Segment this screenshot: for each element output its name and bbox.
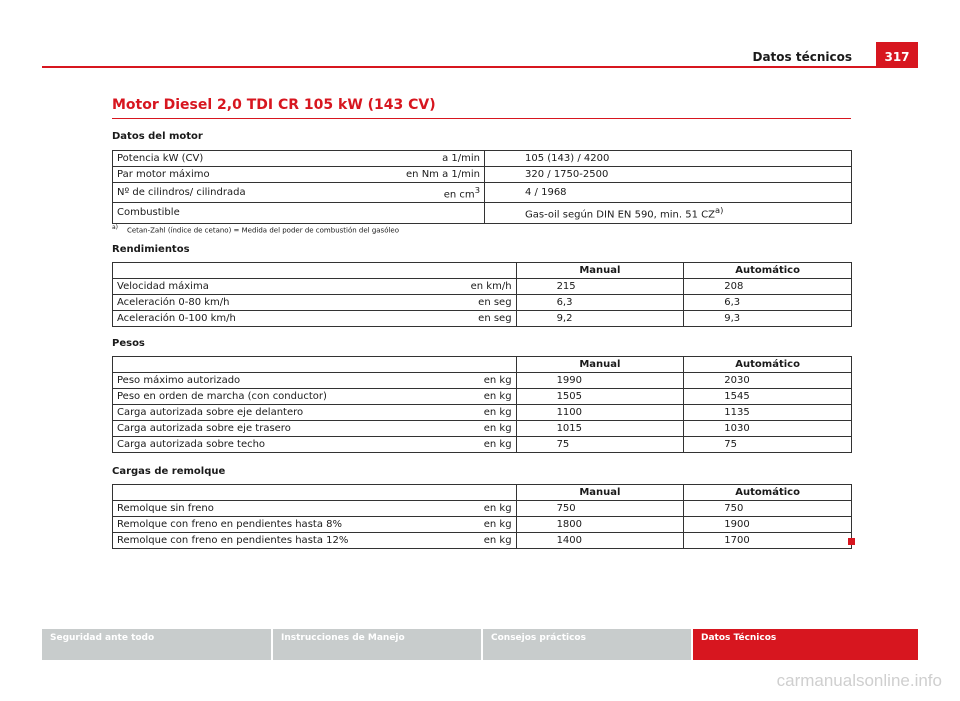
table-row: [113, 501, 852, 517]
page-header-title: Datos técnicos: [752, 50, 852, 64]
row-label: Peso máximo autorizado: [113, 373, 399, 389]
table-row: [113, 533, 852, 549]
manual-value: 1990: [516, 373, 684, 389]
row-label: Carga autorizada sobre techo: [113, 437, 399, 453]
row-unit: en kg: [398, 501, 516, 517]
manual-value: 9,2: [516, 311, 684, 327]
table-row: [113, 421, 852, 437]
footer-tab-seguridad[interactable]: Seguridad ante todo: [42, 629, 271, 660]
row-unit-cell: [376, 183, 485, 203]
weights-heading: Pesos: [112, 338, 145, 349]
row-label: Nº de cilindros/ cilindrada: [113, 183, 377, 203]
row-unit: en kg: [398, 373, 516, 389]
row-label: Carga autorizada sobre eje trasero: [113, 421, 399, 437]
automatic-value: 6,3: [684, 295, 852, 311]
table-header-row: [113, 263, 852, 279]
automatic-value: 1030: [684, 421, 852, 437]
footer-nav: [42, 629, 918, 660]
automatic-value: 75: [684, 437, 852, 453]
manual-value: 1015: [516, 421, 684, 437]
column-header-manual: Manual: [516, 485, 684, 501]
row-label: Remolque con freno en pendientes hasta 8%: [113, 517, 399, 533]
trailer-table: [112, 484, 852, 549]
row-label: Remolque con freno en pendientes hasta 12%: [113, 533, 399, 549]
automatic-value: 208: [684, 279, 852, 295]
unit-superscript: 3: [474, 185, 480, 195]
header-blank-cell: [113, 357, 517, 373]
performance-heading: Rendimientos: [112, 244, 190, 255]
table-row: [113, 405, 852, 421]
row-label: Aceleración 0-80 km/h: [113, 295, 399, 311]
manual-value: 1100: [516, 405, 684, 421]
row-unit: a 1/min: [376, 151, 485, 167]
footnote-mark: a): [112, 224, 119, 231]
footer-tab-datos-tecnicos[interactable]: Datos Técnicos: [693, 629, 918, 660]
row-label: Peso en orden de marcha (con conductor): [113, 389, 399, 405]
manual-value: 75: [516, 437, 684, 453]
table-row: [113, 151, 852, 167]
column-header-automatic: Automático: [684, 357, 852, 373]
automatic-value: 750: [684, 501, 852, 517]
performance-table: [112, 262, 852, 327]
row-unit: en kg: [398, 389, 516, 405]
row-value: 105 (143) / 4200: [485, 151, 852, 167]
row-label: Velocidad máxima: [113, 279, 399, 295]
row-value: Gas-oil según DIN EN 590, min. 51 CZ: [525, 209, 715, 221]
row-label: Remolque sin freno: [113, 501, 399, 517]
row-value-cell: [485, 203, 852, 223]
footer-tab-consejos[interactable]: Consejos prácticos: [483, 629, 691, 660]
weights-table: [112, 356, 852, 453]
row-unit: en kg: [398, 437, 516, 453]
column-header-manual: Manual: [516, 263, 684, 279]
header-blank-cell: [113, 263, 517, 279]
automatic-value: 1700: [684, 533, 852, 549]
footnote-text: Cetan-Zahl (índice de cetano) = Medida del poder de combustión del gasóleo: [126, 226, 400, 235]
manual-value: 215: [516, 279, 684, 295]
automatic-value: 1135: [684, 405, 852, 421]
row-unit: en kg: [398, 421, 516, 437]
section-divider: [112, 118, 851, 119]
row-unit: en kg: [398, 533, 516, 549]
row-unit: en kg: [398, 517, 516, 533]
footer-tab-instrucciones[interactable]: Instrucciones de Manejo: [273, 629, 481, 660]
table-row: [113, 389, 852, 405]
engine-heading: Datos del motor: [112, 131, 203, 142]
row-unit: en Nm a 1/min: [376, 167, 485, 183]
automatic-value: 1545: [684, 389, 852, 405]
footnote: [112, 224, 399, 234]
row-value: 4 / 1968: [485, 183, 852, 203]
row-label: Aceleración 0-100 km/h: [113, 311, 399, 327]
row-unit: en seg: [398, 311, 516, 327]
table-row: [113, 373, 852, 389]
manual-value: 1400: [516, 533, 684, 549]
row-unit: en kg: [398, 405, 516, 421]
table-row: [113, 203, 852, 223]
trailer-heading: Cargas de remolque: [112, 466, 226, 477]
table-row: [113, 167, 852, 183]
row-label: Combustible: [113, 203, 377, 223]
manual-value: 1800: [516, 517, 684, 533]
manual-value: 6,3: [516, 295, 684, 311]
watermark: carmanualsonline.info: [776, 671, 942, 690]
page-number: 317: [876, 42, 918, 68]
row-label: Carga autorizada sobre eje delantero: [113, 405, 399, 421]
table-row: [113, 295, 852, 311]
row-label: Par motor máximo: [113, 167, 377, 183]
automatic-value: 1900: [684, 517, 852, 533]
row-unit: en km/h: [398, 279, 516, 295]
column-header-automatic: Automático: [684, 485, 852, 501]
automatic-value: 2030: [684, 373, 852, 389]
section-end-marker: [848, 538, 855, 545]
engine-table: [112, 150, 852, 224]
footnote-reference: a): [714, 205, 724, 216]
table-row: [113, 517, 852, 533]
table-row: [113, 311, 852, 327]
table-header-row: [113, 357, 852, 373]
table-row: [113, 437, 852, 453]
row-value: 320 / 1750-2500: [485, 167, 852, 183]
header-divider: [42, 66, 918, 68]
table-row: [113, 183, 852, 203]
column-header-automatic: Automático: [684, 263, 852, 279]
automatic-value: 9,3: [684, 311, 852, 327]
section-title: Motor Diesel 2,0 TDI CR 105 kW (143 CV): [112, 97, 436, 113]
manual-value: 1505: [516, 389, 684, 405]
row-label: Potencia kW (CV): [113, 151, 377, 167]
manual-value: 750: [516, 501, 684, 517]
row-unit: en seg: [398, 295, 516, 311]
row-unit: [376, 203, 485, 223]
column-header-manual: Manual: [516, 357, 684, 373]
header-blank-cell: [113, 485, 517, 501]
row-unit: en cm: [443, 189, 475, 201]
table-header-row: [113, 485, 852, 501]
table-row: [113, 279, 852, 295]
